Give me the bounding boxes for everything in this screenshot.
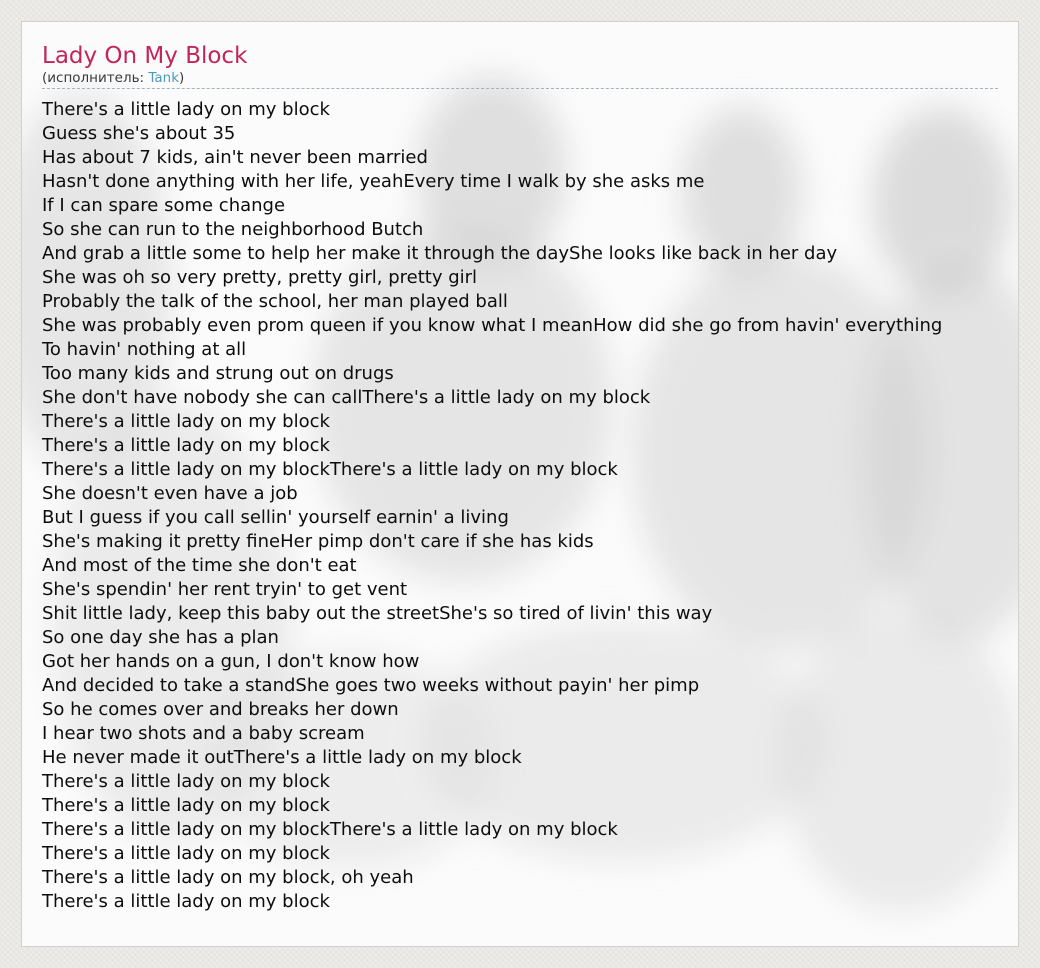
lyric-line: Too many kids and strung out on drugs (42, 363, 394, 384)
lyric-line: There's a little lady on my block, oh yeah (42, 867, 414, 888)
lyric-line: If I can spare some change (42, 195, 286, 216)
lyric-line: There's a little lady on my block (42, 99, 330, 120)
lyric-line: And grab a little some to help her make it through the dayShe looks like back in her day (42, 243, 838, 264)
lyric-line: She was oh so very pretty, pretty girl, pretty girl (42, 267, 478, 288)
artist-suffix: ) (179, 70, 185, 86)
lyric-line: There's a little lady on my blockThere's a little lady on my block (42, 459, 618, 480)
lyric-line: He never made it outThere's a little lady on my block (42, 747, 522, 768)
lyric-line: She don't have nobody she can callThere's a little lady on my block (42, 387, 651, 408)
lyric-line: There's a little lady on my block (42, 771, 330, 792)
lyric-line: Has about 7 kids, ain't never been married (42, 147, 428, 168)
lyric-line: But I guess if you call sellin' yourself earnin' a living (42, 507, 509, 528)
lyric-line: There's a little lady on my block (42, 411, 330, 432)
lyric-line: And most of the time she don't eat (42, 555, 357, 576)
lyric-line: She's spendin' her rent tryin' to get vent (42, 579, 408, 600)
artist-line (42, 70, 1019, 87)
lyric-line: And decided to take a standShe goes two weeks without payin' her pimp (42, 675, 700, 696)
lyric-line: I hear two shots and a baby scream (42, 723, 365, 744)
title-divider (42, 88, 998, 89)
lyric-line: There's a little lady on my block (42, 843, 330, 864)
lyric-line: Probably the talk of the school, her man played ball (42, 291, 508, 312)
lyric-line: So she can run to the neighborhood Butch (42, 219, 424, 240)
lyric-line: Got her hands on a gun, I don't know how (42, 651, 420, 672)
lyric-line: She's making it pretty fineHer pimp don't care if she has kids (42, 531, 594, 552)
lyric-line: She doesn't even have a job (42, 483, 298, 504)
lyric-line: Hasn't done anything with her life, yeahEvery time I walk by she asks me (42, 171, 705, 192)
lyric-line: There's a little lady on my block (42, 795, 330, 816)
artist-link[interactable]: Tank (148, 70, 180, 86)
lyric-line: She was probably even prom queen if you know what I meanHow did she go from havin' everything (42, 315, 943, 336)
lyric-line: Shit little lady, keep this baby out the streetShe's so tired of livin' this way (42, 603, 713, 624)
lyrics-text (42, 98, 1019, 914)
song-title: Lady On My Block (42, 43, 248, 69)
lyrics-content (42, 42, 1019, 914)
lyric-line: To havin' nothing at all (42, 339, 247, 360)
lyric-line: Guess she's about 35 (42, 123, 236, 144)
lyric-line: There's a little lady on my block (42, 435, 330, 456)
lyric-line: So he comes over and breaks her down (42, 699, 399, 720)
lyric-line: There's a little lady on my blockThere's a little lady on my block (42, 819, 618, 840)
lyric-line: There's a little lady on my block (42, 891, 330, 912)
lyric-line: So one day she has a plan (42, 627, 279, 648)
artist-prefix: (исполнитель: (42, 70, 149, 86)
lyrics-card (21, 21, 1019, 947)
